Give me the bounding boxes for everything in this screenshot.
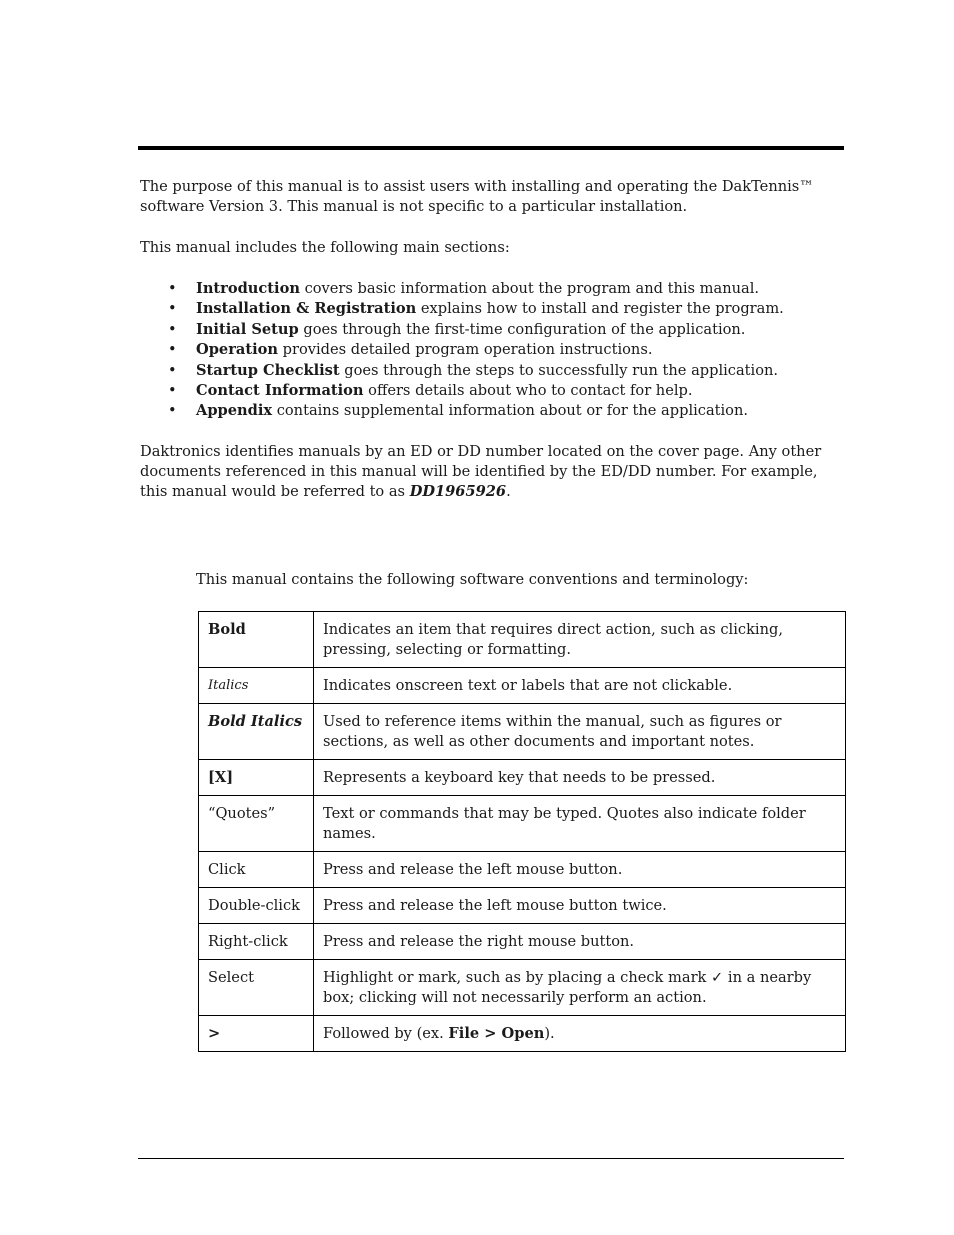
table-row [199, 1016, 846, 1052]
table-row [199, 760, 846, 796]
list-item: • Introduction covers basic information about the program and this manual. [140, 279, 845, 299]
term-cell: Bold [199, 612, 314, 668]
list-item: • Appendix contains supplemental information about or for the application. [140, 401, 845, 421]
desc-cell: Indicates onscreen text or labels that are not clickable. [314, 668, 846, 704]
term-cell: Double-click [199, 888, 314, 924]
term-cell: Click [199, 852, 314, 888]
purpose-paragraph: The purpose of this manual is to assist users with installing and operating the DakTennis™ software Version 3. This manual is not specific to a particular installation. [140, 178, 814, 215]
term-cell: [X] [199, 760, 314, 796]
table-row [199, 960, 846, 1016]
header-rule [138, 146, 844, 150]
table-row [199, 924, 846, 960]
table-row [199, 704, 846, 760]
term-cell: Italics [199, 668, 314, 704]
desc-cell: Press and release the right mouse button. [314, 924, 846, 960]
term-cell: Bold Italics [199, 704, 314, 760]
term-cell: Select [199, 960, 314, 1016]
desc-cell: Indicates an item that requires direct action, such as clicking, pressing, selecting or formatting. [314, 612, 846, 668]
term-cell: > [199, 1016, 314, 1052]
desc-cell: Text or commands that may be typed. Quotes also indicate folder names. [314, 796, 846, 852]
doc-number: DD1965926 [409, 483, 507, 500]
list-item: • Contact Information offers details about who to contact for help. [140, 381, 845, 401]
desc-cell: Highlight or mark, such as by placing a check mark ✓ in a nearby box; clicking will not necessarily perform an action. [314, 960, 846, 1016]
desc-cell: Followed by (ex. File > Open). [314, 1016, 846, 1052]
conventions-table [198, 611, 846, 1052]
list-item: • Startup Checklist goes through the steps to successfully run the application. [140, 361, 845, 381]
list-item: • Operation provides detailed program operation instructions. [140, 340, 845, 360]
sections-list [140, 279, 845, 422]
table-row [199, 612, 846, 668]
term-cell: “Quotes” [199, 796, 314, 852]
sections-intro: This manual includes the following main sections: [140, 239, 510, 256]
list-item: • Installation & Registration explains how to install and register the program. [140, 299, 845, 319]
term-cell: Right-click [199, 924, 314, 960]
desc-cell: Press and release the left mouse button twice. [314, 888, 846, 924]
table-row [199, 796, 846, 852]
desc-cell: Press and release the left mouse button. [314, 852, 846, 888]
footer-rule [138, 1158, 844, 1159]
desc-cell: Used to reference items within the manual, such as figures or sections, as well as other documents and important notes. [314, 704, 846, 760]
table-row [199, 852, 846, 888]
desc-cell: Represents a keyboard key that needs to be pressed. [314, 760, 846, 796]
conventions-intro: This manual contains the following software conventions and terminology: [196, 571, 749, 588]
table-row [199, 888, 846, 924]
list-item: • Initial Setup goes through the first-time configuration of the application. [140, 320, 845, 340]
table-row [199, 668, 846, 704]
identification-paragraph: Daktronics identifies manuals by an ED or DD number located on the cover page. Any other documents referenced in this manual will be identified by the ED/DD number. For example, this manual would be referred to as DD1965926. [140, 443, 822, 500]
